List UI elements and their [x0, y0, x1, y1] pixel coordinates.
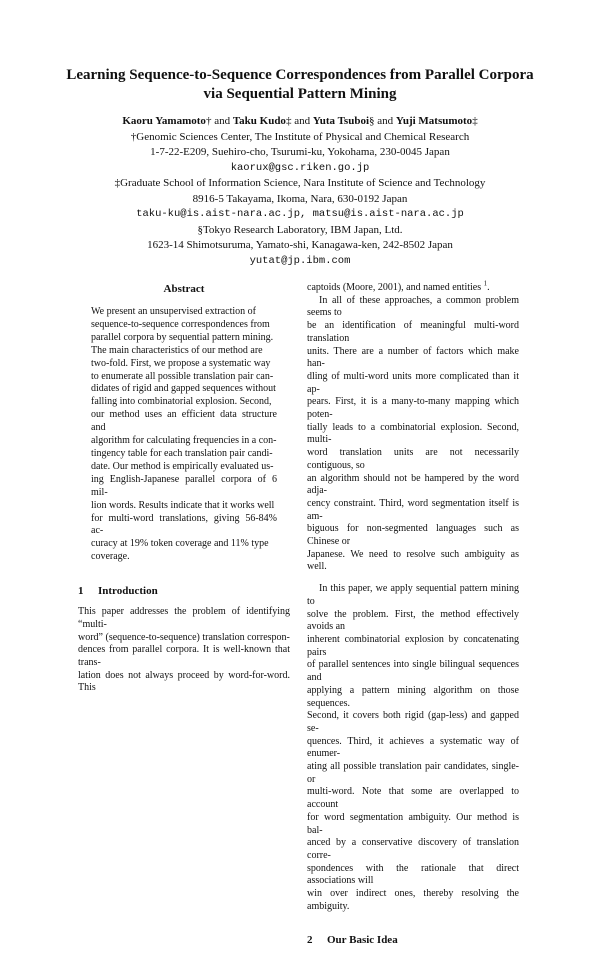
para1-line: pears. First, it is a many-to-many mapping which poten- [307, 396, 519, 421]
para2-line: solve the problem. First, the method effectively avoids an [307, 608, 519, 633]
abstract-line: sequence-to-sequence correspondences from [91, 318, 270, 330]
author-2: Taku Kudo [232, 115, 286, 127]
abstract-line: We present an unsupervised extraction of [91, 306, 256, 317]
para2-line: multi-word. Note that some are overlapped to account [307, 786, 519, 811]
section-2-number: 2 [307, 934, 313, 947]
author-4-mark: ‡ [472, 115, 478, 127]
section-1-title: Introduction [98, 585, 158, 598]
affiliation-2-email: taku-ku@is.aist-nara.ac.jp, matsu@is.aist-nara.ac.jp [136, 208, 464, 220]
abstract-line: didates of rigid and gapped sequences without [91, 383, 276, 395]
and-2: and [294, 115, 311, 127]
affiliation-1-address: 1-7-22-E209, Suehiro-cho, Tsurumi-ku, Yokohama, 230-0045 Japan [150, 146, 450, 158]
para2-line: for word segmentation ambiguity. Our method is bal- [307, 811, 519, 836]
author-1: Kaoru Yamamoto [122, 115, 206, 127]
section-2-title: Our Basic Idea [327, 934, 398, 947]
abstract-line: lion words. Results indicate that it works well [91, 499, 275, 511]
affiliation-3-name: §Tokyo Research Laboratory, IBM Japan, Ltd. [197, 223, 403, 236]
para2-line: ating all possible translation pair candidates, single- or [307, 761, 519, 785]
right-first-line-end: . [487, 282, 490, 293]
intro-line: lation does not always proceed by word-for-word. This [78, 669, 290, 694]
left-column [78, 282, 290, 695]
para2-line: inherent combinatorial explosion by concatenating pairs [307, 633, 519, 658]
para2-line: anced by a conservative discovery of translation corre- [307, 837, 519, 861]
title-line-2: via Sequential Pattern Mining [203, 86, 397, 102]
para2-line: quences. Third, it achieves a systematic way of enumer- [307, 735, 519, 760]
paper-title [40, 66, 560, 104]
abstract-line: algorithm for calculating frequencies in a con- [91, 435, 277, 447]
para1-line: In all of these approaches, a common problem seems to [307, 294, 519, 319]
section-2-heading [307, 933, 519, 947]
intro-line: This paper addresses the problem of identifying “multi- [78, 606, 290, 630]
abstract-line: parallel corpora by sequential pattern mining. [91, 331, 274, 343]
abstract-line: curacy at 19% token coverage and 11% type [91, 538, 269, 550]
affiliation-2-address: 8916-5 Takayama, Ikoma, Nara, 630-0192 Japan [192, 192, 408, 205]
para1-line: Japanese. We need to resolve such ambiguity as well. [307, 548, 519, 573]
abstract-heading: Abstract [163, 283, 205, 295]
right-column [307, 279, 519, 955]
abstract-line: The main characteristics of our method are [91, 344, 263, 356]
affiliation-3-address: 1623-14 Shimotsuruma, Yamato-shi, Kanagawa-ken, 242-8502 Japan [147, 239, 453, 251]
para2-line: win over indirect ones, thereby resolving the ambiguity. [307, 888, 519, 912]
affiliation-3-email: yutat@jp.ibm.com [249, 254, 351, 267]
footnote-mark: 1 [483, 279, 488, 288]
para2-line: applying a pattern mining algorithm on those sequences. [307, 684, 519, 709]
author-4: Yuji Matsumoto [395, 115, 473, 127]
abstract-line: two-fold. First, we propose a systematic way [91, 357, 271, 369]
para1-line: biguous for non-segmented languages such as Chinese or [307, 523, 519, 548]
intro-line: word” (sequence-to-sequence) translation correspon- [78, 631, 290, 643]
title-line-1: Learning Sequence-to-Sequence Correspondences from Parallel Corpora [66, 67, 534, 83]
para1-line: be an identification of meaningful multi-word translation [307, 320, 519, 344]
para1-line: word translation units are not necessarily contiguous, so [307, 447, 519, 471]
author-2-mark: ‡ [285, 115, 292, 127]
section-1-number: 1 [78, 585, 84, 598]
para1-line: tially leads to a combinatorial explosion. Second, multi- [307, 421, 519, 446]
para1-line: dling of multi-word units more complicated than it ap- [307, 370, 519, 395]
affiliation-1-email: kaorux@gsc.riken.go.jp [230, 161, 370, 174]
abstract-line: our method uses an efficient data structure and [91, 409, 277, 434]
abstract-line: to enumerate all possible translation pair can- [91, 370, 274, 382]
para2-line: spondences with the rationale that direct associations will [307, 862, 519, 887]
affiliation-2-name: ‡Graduate School of Information Science, Nara Institute of Science and Technology [114, 177, 486, 189]
para1-line: cency constraint. Third, word segmentation itself is am- [307, 497, 519, 522]
author-3-mark: § [369, 115, 375, 127]
author-3: Yuta Tsuboi [312, 115, 369, 127]
section-1-heading [78, 584, 290, 598]
author-1-mark: † [205, 115, 212, 127]
abstract-line: for multi-word translations, giving 56-84% ac- [91, 512, 277, 537]
para1-line: an algorithm should not be hampered by the word adja- [307, 472, 519, 497]
author-names [40, 114, 560, 130]
abstract-line: date. Our method is empirically evaluated us- [91, 460, 274, 472]
abstract-line: ing English-Japanese parallel corpora of 6 mil- [91, 473, 277, 498]
para2-line: In this paper, we apply sequential pattern mining to [307, 583, 519, 607]
and-1: and [214, 115, 231, 127]
para2-line: of parallel sentences into single bilingual sequences and [307, 659, 519, 684]
para2-line: Second, it covers both rigid (gap-less) and gapped se- [307, 710, 519, 734]
affiliation-1-name: †Genomic Sciences Center, The Institute of Physical and Chemical Research [130, 130, 470, 143]
right-first-line-text: captoids (Moore, 2001), and named entities [307, 282, 482, 293]
abstract-line: falling into combinatorial explosion. Second, [91, 396, 272, 408]
right-first-line [307, 279, 519, 295]
abstract-line: tingency table for each translation pair candi- [91, 447, 273, 459]
author-block [40, 114, 560, 269]
abstract-body [78, 306, 290, 564]
abstract-line: coverage. [91, 551, 130, 563]
para1-line: units. There are a number of factors which make han- [307, 345, 519, 370]
intro-line: dences from parallel corpora. It is well-known that trans- [78, 644, 290, 668]
and-3: and [377, 115, 394, 127]
